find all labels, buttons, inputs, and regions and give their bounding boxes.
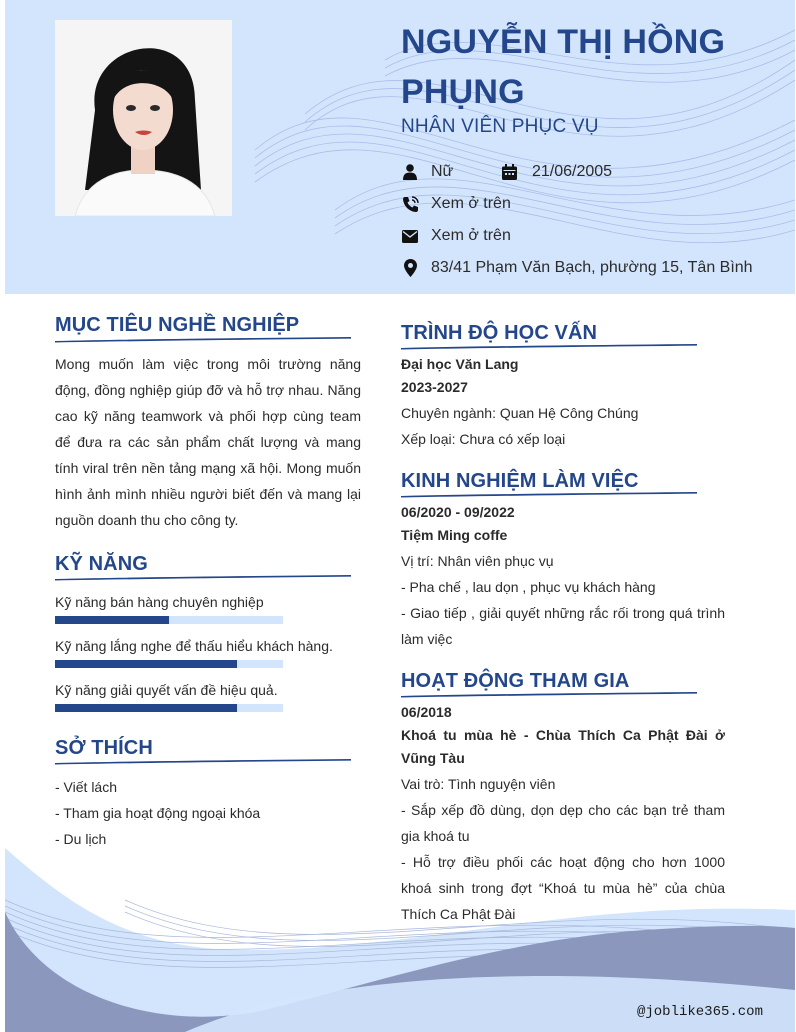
skill-label: Kỹ năng giải quyết vấn đề hiệu quả. [55,682,278,698]
gender-value: Nữ [431,163,454,180]
hobbies-underline [55,758,355,766]
skills-underline [55,574,355,582]
objective-text: Mong muốn làm việc trong môi trường năng động, đồng nghiệp giúp đỡ và hỗ trợ nhau. Năng cao kỹ năng teamwork và phối hợp cùng team để đưa ra các sản phẩm chất lượng và mang tính viral trên nền tảng mạng xã hội. Mong muốn hình ảnh mình nhiều người biết đến và mang lại nguồn doanh thu cho công ty. [55,356,361,528]
education-major: Chuyên ngành: Quan Hệ Công Chúng [401,405,639,421]
education-title: TRÌNH ĐỘ HỌC VẤN [401,322,598,344]
phone-row [401,192,511,216]
activity-role: Vai trò: Tình nguyện viên [401,776,556,792]
objective-underline [55,336,355,344]
experience-underline [401,491,701,499]
candidate-role: NHÂN VIÊN PHỤC VỤ [401,116,599,137]
phone-icon [401,195,419,213]
experience-title: KINH NGHIỆM LÀM VIỆC [401,470,639,492]
candidate-name: NGUYỄN THỊ HỒNG PHỤNG [401,23,726,111]
address-value: 83/41 Phạm Văn Bạch, phường 15, Tân Bình [431,259,753,276]
skill-label: Kỹ năng lắng nghe để thấu hiểu khách hàng. [55,638,333,654]
skill-bar-fill [55,704,237,712]
skills-title: KỸ NĂNG [55,553,148,575]
hobby-item: - Tham gia hoạt động ngoại khóa [55,805,261,821]
hobby-item: - Viết lách [55,779,117,795]
skill-bar [55,660,283,668]
phone-value: Xem ở trên [431,195,511,212]
skill-bar [55,704,283,712]
calendar-icon [502,163,520,181]
activity-task: - Sắp xếp đồ dùng, dọn dẹp cho các bạn trẻ tham gia khoá tu [401,802,725,844]
resume-page [5,0,795,1032]
dob-value: 21/06/2005 [532,163,613,180]
header [5,0,795,294]
education-underline [401,343,701,351]
profile-photo [55,20,232,216]
experience-duty: - Pha chế , lau dọn , phục vụ khách hàng [401,579,656,595]
mail-icon [401,227,419,245]
experience-period: 06/2020 - 09/2022 [401,504,515,520]
education-school: Đại học Văn Lang [401,356,519,372]
skill-label: Kỹ năng bán hàng chuyên nghiệp [55,594,264,610]
activities-title: HOẠT ĐỘNG THAM GIA [401,670,630,692]
activity-period: 06/2018 [401,704,452,720]
hobbies-title: SỞ THÍCH [55,737,153,759]
site-credit: @joblike365.com [636,1004,763,1020]
gender-row [401,160,453,184]
skill-bar [55,616,283,624]
hobby-item: - Du lịch [55,831,107,847]
activity-name: Khoá tu mùa hè - Chùa Thích Ca Phật Đài ở Vũng Tàu [401,727,725,766]
location-icon [401,259,419,277]
experience-position: Vị trí: Nhân viên phục vụ [401,553,554,569]
education-period: 2023-2027 [401,379,468,395]
dob-row [502,160,612,184]
experience-duty: - Giao tiếp , giải quyết những rắc rối trong quá trình làm việc [401,605,725,647]
user-icon [401,163,419,181]
activity-task: - Hỗ trợ điều phối các hoạt động cho hơn 1000 khoá sinh trong đợt “Khoá tu mùa hè” của chùa Thích Ca Phật Đài [401,854,725,922]
email-value: Xem ở trên [431,227,511,244]
activities-underline [401,691,701,699]
address-row [401,256,753,280]
skill-bar-fill [55,616,169,624]
skill-bar-fill [55,660,237,668]
experience-company: Tiệm Ming coffe [401,527,508,543]
education-grade: Xếp loại: Chưa có xếp loại [401,431,566,447]
objective-title: MỤC TIÊU NGHỀ NGHIỆP [55,314,300,336]
email-row [401,224,511,248]
